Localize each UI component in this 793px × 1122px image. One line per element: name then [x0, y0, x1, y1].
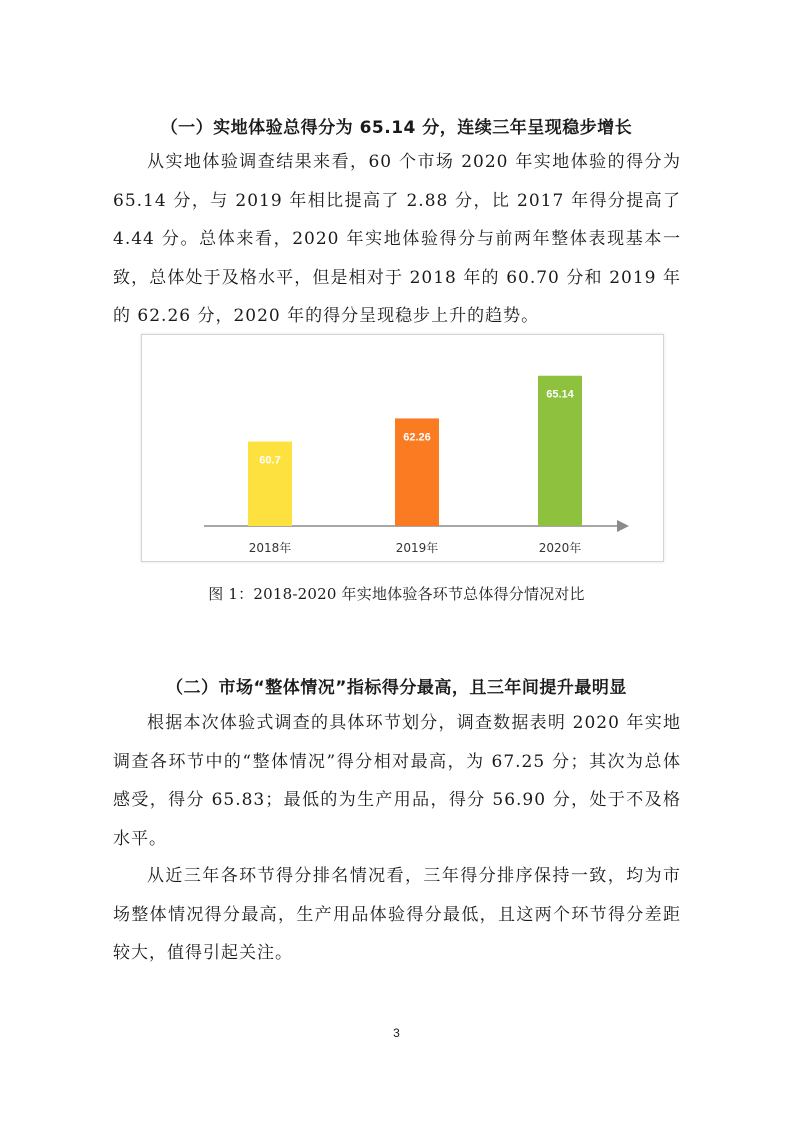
bar-value-label: 60.7	[259, 454, 281, 467]
section1-paragraph: 从实地体验调查结果来看，60 个市场 2020 年实地体验的得分为 65.14 分，与 2019 年相比提高了 2.88 分，比 2017 年得分提高了 4.44 分。总体来看，2020 年实地体验得分与前两年整体表现基本一致，总体处于及格水平，但是相对于 2018 年的 60.70 分和 2019 年的 62.26 分，2020 年的得分呈现稳步上升的趋势。	[113, 152, 681, 326]
x-tick-label: 2019年	[395, 541, 439, 555]
x-tick-label: 2020年	[538, 541, 582, 555]
section2-paragraph-1: 根据本次体验式调查的具体环节划分，调查数据表明 2020 年实地调查各环节中的“整体情况”得分相对最高，为 67.25 分；其次为总体感受，得分 65.83；最低的为生产用品，得分 56.90 分，处于不及格水平。	[113, 713, 681, 849]
bar-chart-frame	[141, 334, 664, 562]
section2-paragraph-2: 从近三年各环节得分排名情况看，三年得分排序保持一致，均为市场整体情况得分最高，生产用品体验得分最低，且这两个环节得分差距较大，值得引起关注。	[113, 866, 681, 963]
bar-value-label: 65.14	[546, 388, 574, 401]
section1-heading: （一）实地体验总得分为 65.14 分，连续三年呈现稳步增长	[160, 118, 633, 138]
page-number: 3	[393, 1026, 400, 1040]
section2-heading: （二）市场“整体情况”指标得分最高，且三年间提升最明显	[166, 678, 627, 698]
bar-chart	[142, 335, 663, 561]
x-tick-label: 2018年	[248, 541, 292, 555]
bar-value-label: 62.26	[403, 431, 431, 444]
figure-caption: 图 1：2018-2020 年实地体验各环节总体得分情况对比	[208, 585, 585, 603]
